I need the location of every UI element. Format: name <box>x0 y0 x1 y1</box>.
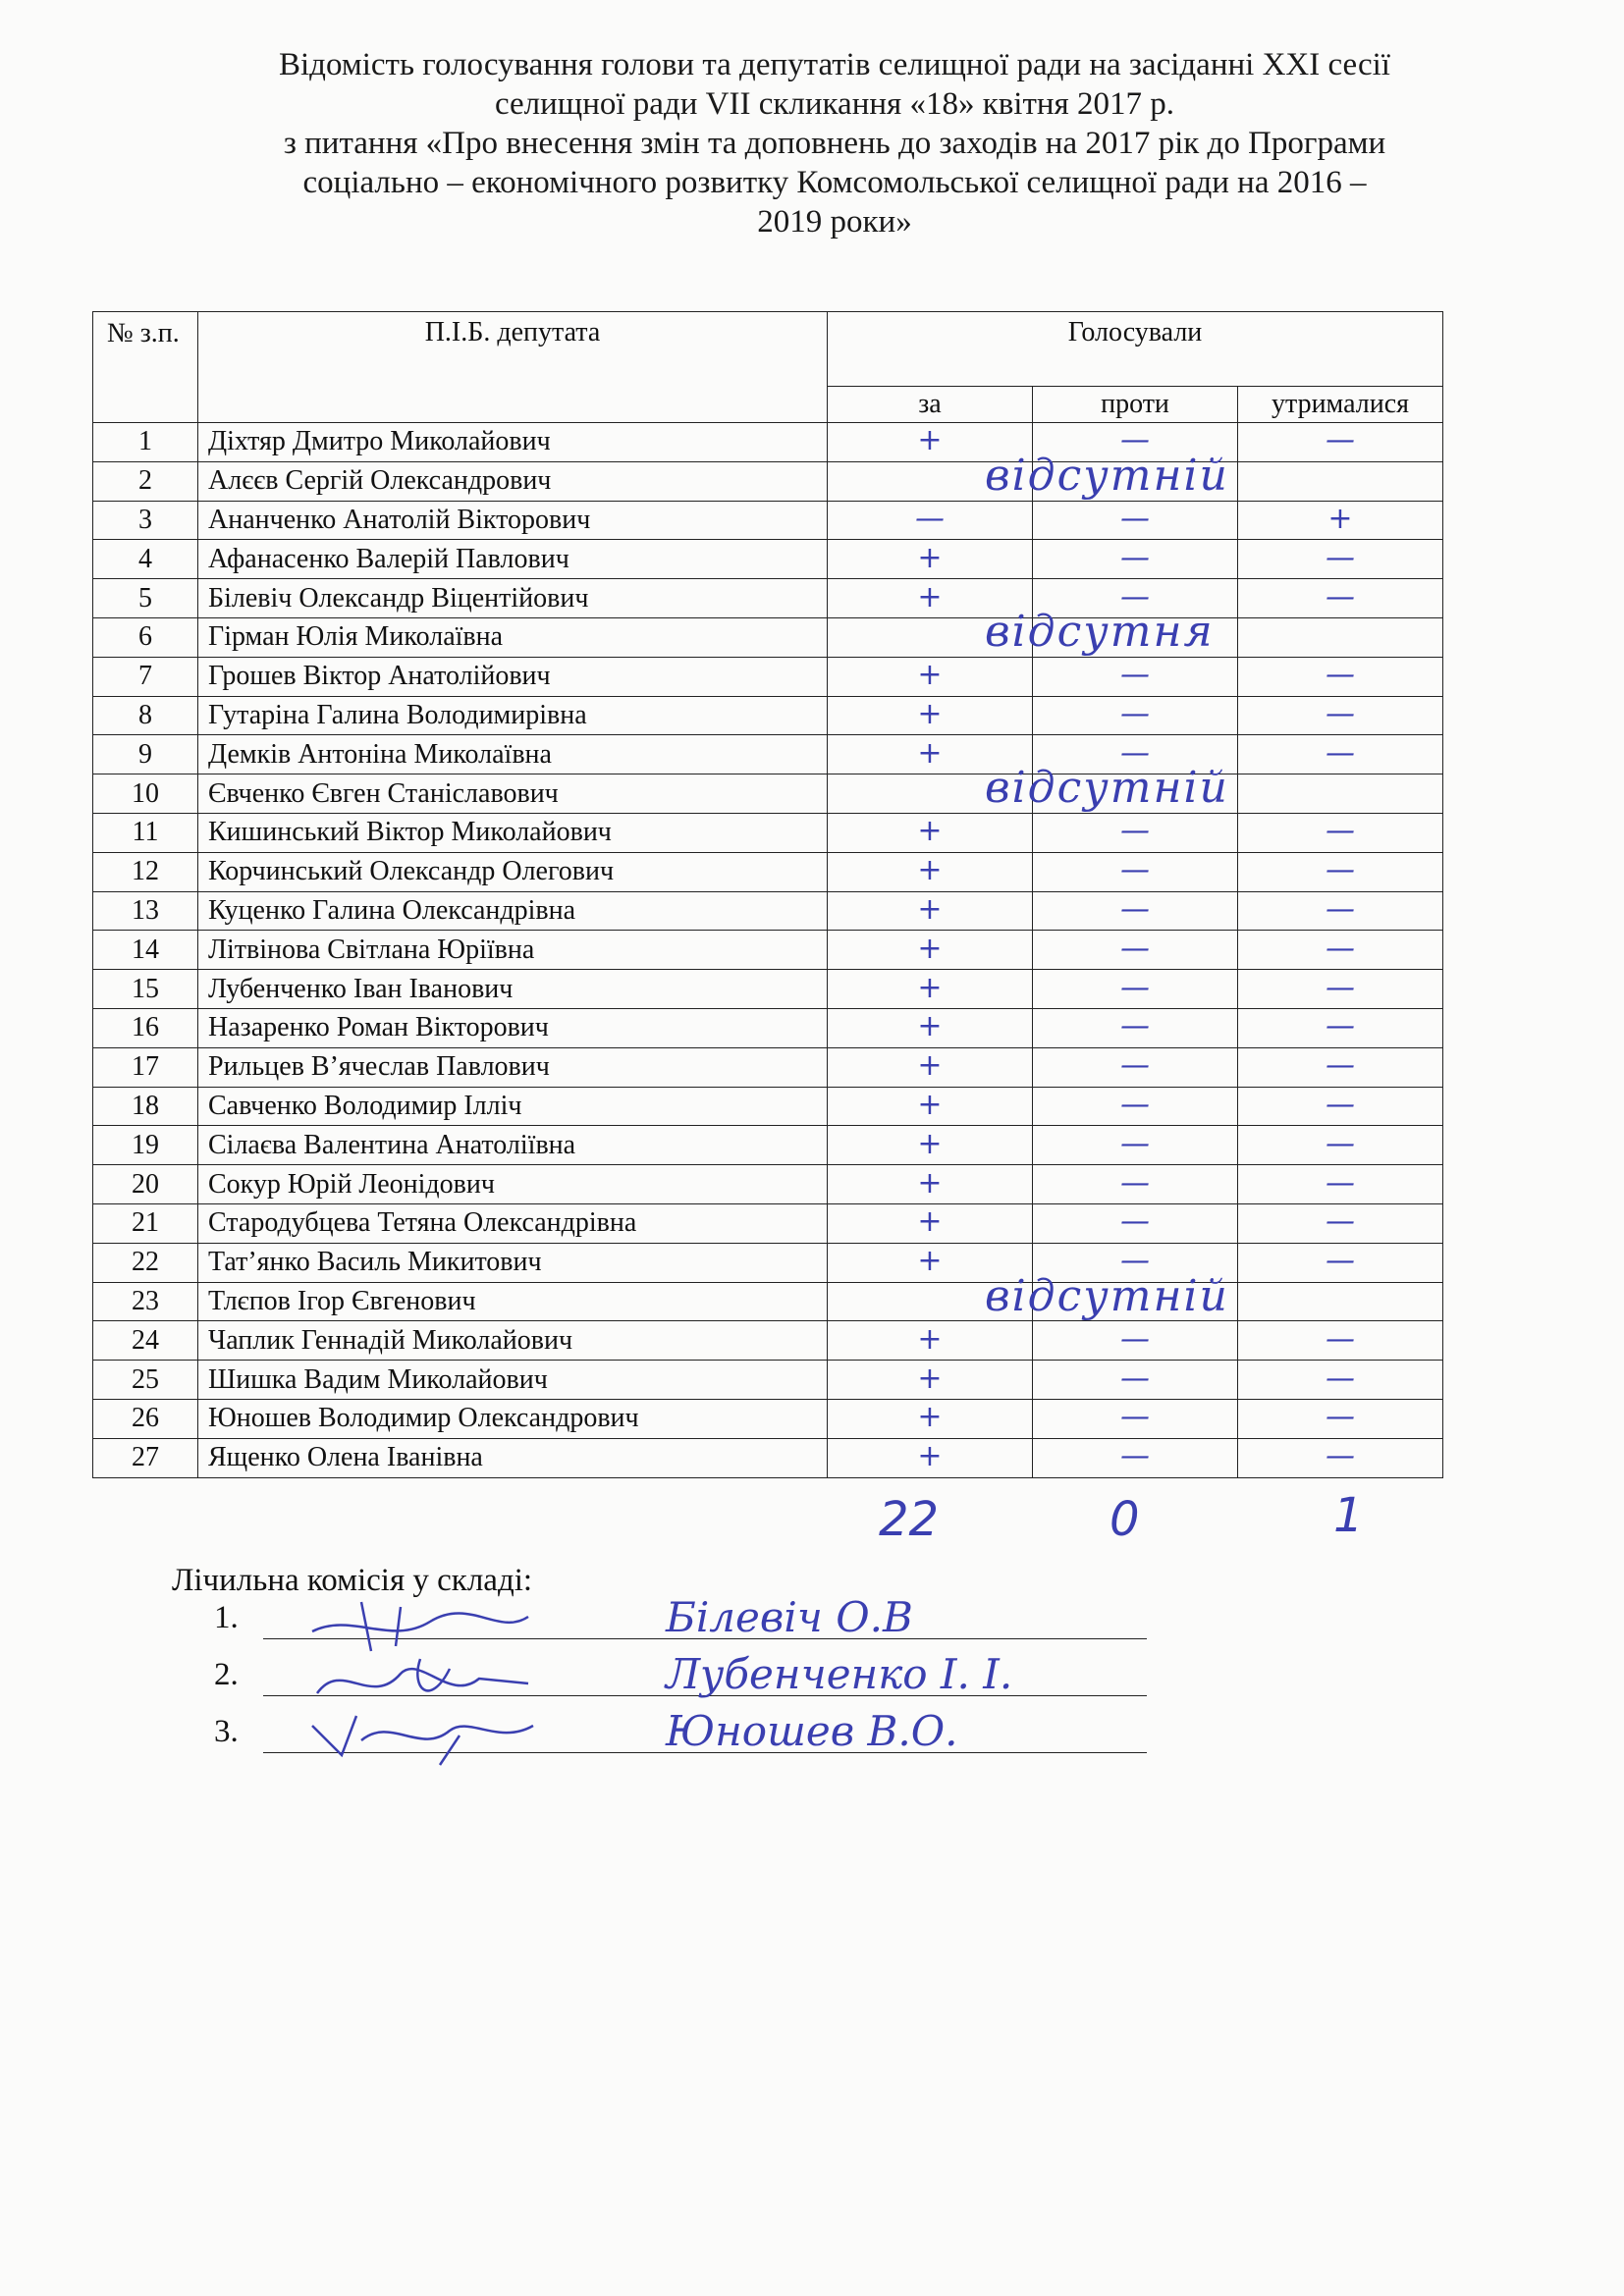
row-number: 10 <box>93 774 198 814</box>
vote-mark: — <box>1326 814 1355 849</box>
member-number: 1. <box>214 1600 239 1635</box>
total-abstain: 1 <box>1333 1488 1364 1543</box>
vote-abstain-cell <box>1238 540 1443 579</box>
title-line-4: соціально – економічного розвитку Комсомольської селищної ради на 2016 – <box>302 165 1367 200</box>
deputy-name: Літвінова Світлана Юріївна <box>198 931 828 970</box>
header-abstain: утрималися <box>1238 387 1443 423</box>
member-number: 3. <box>214 1714 239 1749</box>
row-number: 21 <box>93 1203 198 1243</box>
deputy-name: Тлєпов Ігор Євгенович <box>198 1282 828 1321</box>
vote-against-cell <box>1033 540 1238 579</box>
vote-mark: — <box>1120 1204 1150 1240</box>
row-number: 9 <box>93 735 198 774</box>
deputy-name: Євченко Євген Станіславович <box>198 774 828 814</box>
deputy-name: Сокур Юрій Леонідович <box>198 1165 828 1204</box>
vote-mark: — <box>1326 658 1355 693</box>
vote-mark: — <box>1326 1204 1355 1240</box>
vote-mark: — <box>1120 1126 1150 1161</box>
header-against: проти <box>1033 387 1238 423</box>
row-number: 2 <box>93 461 198 501</box>
vote-mark: + <box>917 814 943 849</box>
deputy-name: Діхтяр Дмитро Миколайович <box>198 423 828 462</box>
vote-for-cell <box>828 970 1033 1009</box>
table-row <box>93 970 1443 1009</box>
row-number: 11 <box>93 813 198 852</box>
table-row <box>93 1047 1443 1087</box>
vote-for-cell <box>828 852 1033 891</box>
table-row <box>93 501 1443 540</box>
vote-mark: + <box>917 853 943 888</box>
row-number: 1 <box>93 423 198 462</box>
vote-mark: — <box>1120 1439 1150 1474</box>
vote-mark: + <box>917 658 943 693</box>
title-line-1: Відомість голосування голови та депутатів селищної ради на засіданні XXI сесії <box>279 47 1390 82</box>
table-row <box>93 657 1443 696</box>
vote-for-cell <box>828 891 1033 931</box>
signature-scribble-icon <box>302 1696 538 1775</box>
total-for: 22 <box>879 1492 940 1547</box>
vote-mark: + <box>917 1400 943 1435</box>
vote-for-cell <box>828 696 1033 735</box>
vote-abstain-cell <box>1238 617 1443 657</box>
vote-mark: — <box>1120 1321 1150 1357</box>
vote-mark: — <box>1120 696 1150 731</box>
vote-mark: — <box>1326 853 1355 888</box>
vote-mark: — <box>1326 735 1355 771</box>
table-row <box>93 1165 1443 1204</box>
vote-mark: + <box>917 1126 943 1161</box>
deputy-name: Алєєв Сергій Олександрович <box>198 461 828 501</box>
vote-against-cell <box>1033 1438 1238 1477</box>
vote-against-cell <box>1033 891 1238 931</box>
table-row <box>93 931 1443 970</box>
vote-abstain-cell <box>1238 931 1443 970</box>
row-number: 3 <box>93 501 198 540</box>
deputy-name: Тат’янко Василь Микитович <box>198 1243 828 1282</box>
table-row <box>93 1399 1443 1438</box>
vote-abstain-cell <box>1238 1399 1443 1438</box>
deputy-name: Грошев Віктор Анатолійович <box>198 657 828 696</box>
vote-against-cell <box>1033 1126 1238 1165</box>
vote-for-cell <box>828 1203 1033 1243</box>
vote-abstain-cell <box>1238 891 1443 931</box>
commission-member-row <box>214 1707 1147 1761</box>
deputy-name: Стародубцева Тетяна Олександрівна <box>198 1203 828 1243</box>
vote-mark: — <box>1120 853 1150 888</box>
row-number: 19 <box>93 1126 198 1165</box>
row-number: 6 <box>93 617 198 657</box>
vote-for-cell <box>828 1047 1033 1087</box>
vote-abstain-cell <box>1238 1438 1443 1477</box>
vote-mark: — <box>1326 423 1355 458</box>
vote-for-cell <box>828 763 1229 814</box>
row-number: 26 <box>93 1399 198 1438</box>
vote-mark: + <box>917 1361 943 1396</box>
vote-mark: + <box>917 931 943 966</box>
deputy-name: Рильцев В’ячеслав Павлович <box>198 1047 828 1087</box>
vote-abstain-cell <box>1238 501 1443 540</box>
vote-mark: + <box>917 1439 943 1474</box>
row-number: 15 <box>93 970 198 1009</box>
vote-mark: + <box>917 970 943 1005</box>
absent-note: відсутній <box>985 763 1229 814</box>
vote-against-cell <box>1033 1399 1238 1438</box>
row-number: 12 <box>93 852 198 891</box>
vote-for-cell <box>828 931 1033 970</box>
counting-commission-label: Лічильна комісія у складі: <box>172 1563 533 1598</box>
row-number: 20 <box>93 1165 198 1204</box>
deputy-name: Ананченко Анатолій Вікторович <box>198 501 828 540</box>
deputy-name: Шишка Вадим Миколайович <box>198 1361 828 1400</box>
deputy-name: Назаренко Роман Вікторович <box>198 1008 828 1047</box>
vote-abstain-cell <box>1238 1165 1443 1204</box>
vote-mark: — <box>1326 970 1355 1005</box>
vote-abstain-cell <box>1238 735 1443 774</box>
vote-totals <box>0 1488 1624 1551</box>
vote-against-cell <box>1033 696 1238 735</box>
row-number: 4 <box>93 540 198 579</box>
vote-mark: — <box>1120 1361 1150 1396</box>
vote-mark: — <box>1326 1009 1355 1044</box>
vote-mark: — <box>1326 1439 1355 1474</box>
row-number: 17 <box>93 1047 198 1087</box>
vote-abstain-cell <box>1238 1243 1443 1282</box>
vote-mark: — <box>1326 1087 1355 1122</box>
vote-for-cell <box>828 1165 1033 1204</box>
deputy-name: Афанасенко Валерій Павлович <box>198 540 828 579</box>
vote-for-cell <box>828 657 1033 696</box>
row-number: 25 <box>93 1361 198 1400</box>
vote-mark: — <box>1120 735 1150 771</box>
table-row <box>93 617 1443 657</box>
vote-mark: — <box>1326 1048 1355 1084</box>
member-signed-name: Білевіч О.В <box>666 1593 913 1641</box>
vote-mark: + <box>917 1048 943 1084</box>
table-row <box>93 423 1443 462</box>
vote-against-cell <box>1033 657 1238 696</box>
vote-abstain-cell <box>1238 696 1443 735</box>
vote-mark: — <box>1326 1244 1355 1279</box>
vote-abstain-cell <box>1238 1047 1443 1087</box>
vote-mark: — <box>915 501 945 536</box>
vote-mark: — <box>1326 579 1355 614</box>
vote-mark: — <box>1120 814 1150 849</box>
vote-against-cell <box>1033 813 1238 852</box>
vote-against-cell <box>1033 852 1238 891</box>
deputy-name: Ященко Олена Іванівна <box>198 1438 828 1477</box>
table-row <box>93 1282 1443 1321</box>
vote-for-cell <box>828 1126 1033 1165</box>
table-row <box>93 1008 1443 1047</box>
row-number: 22 <box>93 1243 198 1282</box>
deputy-name: Чаплик Геннадій Миколайович <box>198 1321 828 1361</box>
vote-mark: — <box>1326 1165 1355 1201</box>
vote-for-cell <box>828 1399 1033 1438</box>
deputy-name: Демків Антоніна Миколаївна <box>198 735 828 774</box>
vote-mark: — <box>1120 970 1150 1005</box>
vote-against-cell <box>1033 1203 1238 1243</box>
vote-against-cell <box>1033 931 1238 970</box>
vote-abstain-cell <box>1238 1282 1443 1321</box>
vote-mark: — <box>1120 501 1150 536</box>
table-row <box>93 852 1443 891</box>
vote-mark: — <box>1120 891 1150 927</box>
header-number: № з.п. <box>93 312 198 423</box>
vote-abstain-cell <box>1238 1008 1443 1047</box>
vote-mark: — <box>1120 1165 1150 1201</box>
vote-against-cell <box>1033 970 1238 1009</box>
table-row <box>93 1438 1443 1477</box>
vote-for-cell <box>828 1361 1033 1400</box>
member-number: 2. <box>214 1657 239 1692</box>
title-line-2: селищної ради VII скликання «18» квітня 2017 р. <box>494 86 1174 122</box>
vote-against-cell <box>1033 1047 1238 1087</box>
row-number: 23 <box>93 1282 198 1321</box>
deputy-name: Куценко Галина Олександрівна <box>198 891 828 931</box>
vote-abstain-cell <box>1238 813 1443 852</box>
vote-for-cell <box>828 1087 1033 1126</box>
vote-mark: — <box>1120 658 1150 693</box>
row-number: 18 <box>93 1087 198 1126</box>
vote-for-cell <box>828 1438 1033 1477</box>
row-number: 5 <box>93 579 198 618</box>
header-voted: Голосували <box>828 312 1443 387</box>
vote-for-cell <box>828 540 1033 579</box>
total-against: 0 <box>1110 1492 1140 1547</box>
vote-abstain-cell <box>1238 1126 1443 1165</box>
absent-note: відсутній <box>985 1270 1229 1321</box>
vote-for-cell <box>828 1270 1229 1321</box>
vote-abstain-cell <box>1238 970 1443 1009</box>
vote-mark: — <box>1326 1361 1355 1396</box>
commission-member-row <box>214 1593 1147 1647</box>
row-number: 27 <box>93 1438 198 1477</box>
vote-for-cell <box>828 1008 1033 1047</box>
vote-mark: + <box>917 696 943 731</box>
vote-mark: + <box>917 735 943 771</box>
deputy-name: Савченко Володимир Ілліч <box>198 1087 828 1126</box>
vote-abstain-cell <box>1238 579 1443 618</box>
vote-mark: — <box>1326 1400 1355 1435</box>
table-row <box>93 735 1443 774</box>
vote-mark: + <box>1327 501 1353 536</box>
member-signed-name: Лубенченко І. І. <box>666 1650 1013 1698</box>
table-row <box>93 1243 1443 1282</box>
table-row <box>93 540 1443 579</box>
vote-mark: — <box>1120 1009 1150 1044</box>
header-for: за <box>828 387 1033 423</box>
row-number: 14 <box>93 931 198 970</box>
vote-abstain-cell <box>1238 852 1443 891</box>
vote-abstain-cell <box>1238 1203 1443 1243</box>
table-row <box>93 696 1443 735</box>
vote-mark: — <box>1120 1400 1150 1435</box>
vote-against-cell <box>1033 1165 1238 1204</box>
vote-abstain-cell <box>1238 423 1443 462</box>
vote-mark: — <box>1326 540 1355 575</box>
vote-abstain-cell <box>1238 1087 1443 1126</box>
vote-abstain-cell <box>1238 1321 1443 1361</box>
table-row <box>93 1361 1443 1400</box>
vote-mark: — <box>1326 1126 1355 1161</box>
vote-mark: + <box>917 1321 943 1357</box>
vote-mark: + <box>917 540 943 575</box>
table-row <box>93 1126 1443 1165</box>
deputy-name: Юношев Володимир Олександрович <box>198 1399 828 1438</box>
header-deputy-name: П.І.Б. депутата <box>198 312 828 423</box>
vote-mark: — <box>1120 540 1150 575</box>
vote-mark: + <box>917 1204 943 1240</box>
table-row <box>93 1087 1443 1126</box>
vote-against-cell <box>1033 1087 1238 1126</box>
voting-table <box>92 311 1443 1478</box>
table-row <box>93 461 1443 501</box>
member-signed-name: Юношев В.О. <box>666 1707 958 1755</box>
vote-mark: + <box>917 1009 943 1044</box>
row-number: 24 <box>93 1321 198 1361</box>
vote-mark: + <box>917 423 943 458</box>
vote-mark: — <box>1120 931 1150 966</box>
vote-for-cell <box>828 450 1229 501</box>
vote-mark: — <box>1120 1087 1150 1122</box>
deputy-name: Лубенченко Іван Іванович <box>198 970 828 1009</box>
vote-mark: + <box>917 1165 943 1201</box>
vote-mark: — <box>1120 1048 1150 1084</box>
title-line-3: з питання «Про внесення змін та доповнень до заходів на 2017 рік до Програми <box>283 126 1386 161</box>
vote-against-cell <box>1033 501 1238 540</box>
vote-mark: — <box>1326 931 1355 966</box>
deputy-name: Гутаріна Галина Володимирівна <box>198 696 828 735</box>
table-row <box>93 891 1443 931</box>
vote-mark: — <box>1120 579 1150 614</box>
vote-mark: — <box>1326 1321 1355 1357</box>
absent-note: відсутня <box>985 606 1215 657</box>
vote-against-cell <box>1033 1008 1238 1047</box>
vote-mark: + <box>917 891 943 927</box>
deputy-name: Гірман Юлія Миколаївна <box>198 617 828 657</box>
vote-mark: — <box>1120 423 1150 458</box>
table-row <box>93 1321 1443 1361</box>
deputy-name: Білевіч Олександр Віцентійович <box>198 579 828 618</box>
deputy-name: Сілаєва Валентина Анатоліївна <box>198 1126 828 1165</box>
deputy-name: Кишинський Віктор Миколайович <box>198 813 828 852</box>
vote-for-cell <box>828 813 1033 852</box>
row-number: 16 <box>93 1008 198 1047</box>
table-row <box>93 1203 1443 1243</box>
vote-mark: — <box>1326 891 1355 927</box>
vote-mark: + <box>917 1087 943 1122</box>
row-number: 8 <box>93 696 198 735</box>
vote-against-cell <box>1033 1361 1238 1400</box>
row-number: 7 <box>93 657 198 696</box>
vote-abstain-cell <box>1238 461 1443 501</box>
vote-mark: — <box>1120 1244 1150 1279</box>
row-number: 13 <box>93 891 198 931</box>
table-row <box>93 813 1443 852</box>
absent-note: відсутній <box>985 450 1229 501</box>
vote-for-cell <box>828 501 1033 540</box>
vote-mark: + <box>917 579 943 614</box>
vote-mark: + <box>917 1244 943 1279</box>
vote-abstain-cell <box>1238 774 1443 814</box>
vote-abstain-cell <box>1238 1361 1443 1400</box>
table-row <box>93 579 1443 618</box>
vote-for-cell <box>828 606 1215 657</box>
title-line-5: 2019 роки» <box>757 204 912 240</box>
document-title <box>147 45 1522 241</box>
vote-abstain-cell <box>1238 657 1443 696</box>
vote-for-cell <box>828 1321 1033 1361</box>
deputy-name: Корчинський Олександр Олегович <box>198 852 828 891</box>
table-row <box>93 774 1443 814</box>
vote-mark: — <box>1326 696 1355 731</box>
vote-against-cell <box>1033 1321 1238 1361</box>
